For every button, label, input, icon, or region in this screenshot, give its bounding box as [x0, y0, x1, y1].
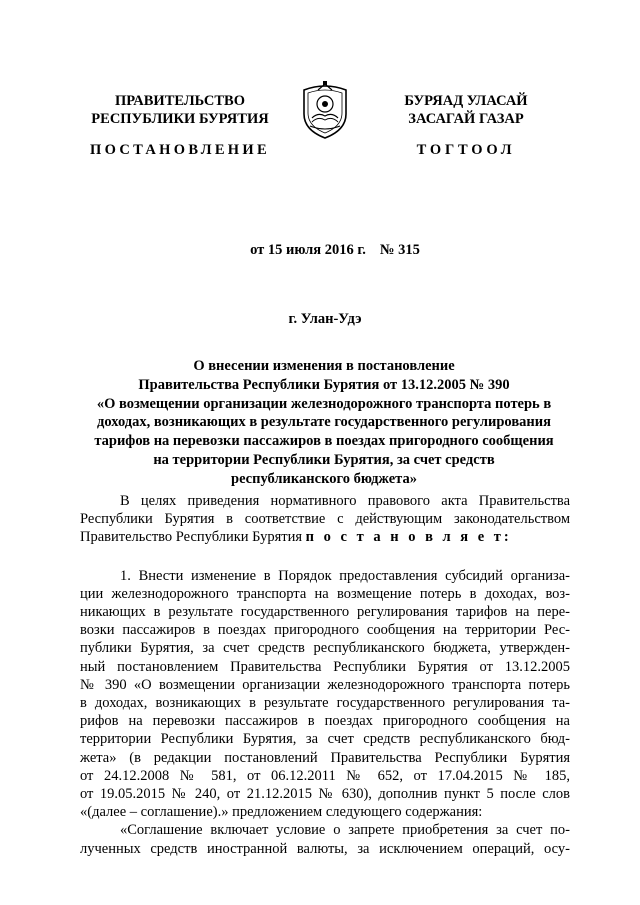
- resolves-keyword: п о с т а н о в л я е т:: [305, 529, 512, 546]
- item-1-line: никающих в результате государственного регулирования тарифов на пере-: [80, 604, 570, 621]
- header-left-line2: РЕСПУБЛИКИ БУРЯТИЯ: [91, 111, 269, 127]
- item-1-line: от 19.05.2015 № 240, от 21.12.2015 № 630), дополнив пункт 5 после слов: [80, 786, 570, 803]
- quote-line: лученных средств иностранной валюты, за исключением операций, осу-: [80, 840, 570, 857]
- item-1-line: № 390 «О возмещении организации железнодорожного транспорта потерь: [80, 676, 570, 693]
- title-line: Правительства Республики Бурятия от 13.12.2005 № 390: [138, 376, 510, 393]
- item-1-line: 1. Внести изменение в Порядок предоставления субсидий организа-: [120, 567, 570, 584]
- header-left-line1: ПРАВИТЕЛЬСТВО: [115, 93, 245, 109]
- item-1-line: публики Бурятия, за счет средств республиканского бюджета, утвержден-: [80, 640, 570, 657]
- title-line: доходах, возникающих в результате государственного регулирования: [97, 414, 551, 431]
- header-right-title: ТОГТООЛ: [416, 142, 516, 158]
- document-number: № 315: [379, 242, 420, 258]
- city: г. Улан-Удэ: [288, 311, 362, 327]
- title-line: республиканского бюджета»: [231, 470, 417, 487]
- title-line: О внесении изменения в постановление: [193, 358, 455, 374]
- header-right: [366, 92, 566, 128]
- preamble-last-line: [80, 528, 570, 546]
- item-1-line: ции железнодорожного транспорта на возмещение потерь в доходах, воз-: [80, 585, 570, 602]
- preamble-last-text: Правительство Республики Бурятия: [80, 529, 306, 546]
- quote-paragraph: [80, 821, 570, 857]
- item-1-paragraph: [80, 567, 570, 822]
- item-1-line: жета» (в редакции постановлений Правительства Республики Бурятия: [80, 749, 570, 766]
- date-number-line: [0, 242, 640, 259]
- document-title: [82, 357, 566, 489]
- item-1-line: ный постановлением Правительства Республики Бурятия от 13.12.2005: [80, 658, 570, 675]
- header-left-title: ПОСТАНОВЛЕНИЕ: [90, 142, 270, 158]
- header-right-line2: ЗАСАГАЙ ГАЗАР: [408, 111, 524, 127]
- item-1-line: территории Республики Бурятия, за счет средств республиканского бюд-: [80, 731, 570, 748]
- item-1-line: в доходах, возникающих в результате государственного регулирования та-: [80, 695, 570, 712]
- item-1-line: рифов на перевозки пассажиров в поездах пригородного сообщения на: [80, 713, 570, 730]
- document-body: [80, 492, 570, 858]
- preamble-line: В целях приведения нормативного правового акта Правительства: [120, 493, 570, 509]
- title-line: на территории Республики Бурятия, за счет средств: [153, 451, 495, 468]
- header-right-line1: БУРЯАД УЛАСАЙ: [404, 93, 528, 109]
- document-date: от 15 июля 2016 г.: [250, 242, 366, 258]
- coat-of-arms-emblem-icon: [298, 80, 352, 140]
- preamble-line: Республики Бурятия в соответствие с действующим законодательством: [80, 511, 570, 528]
- header-left: [80, 92, 280, 128]
- item-1-line: «(далее – соглашение).» предложением следующего содержания:: [80, 804, 483, 821]
- item-1-line: возки пассажиров в поездах пригородного сообщения на территории Рес-: [80, 622, 570, 639]
- title-line: «О возмещении организации железнодорожного транспорта потерь в: [96, 395, 552, 412]
- item-1-line: от 24.12.2008 № 581, от 06.12.2011 № 652, от 17.04.2015 № 185,: [80, 767, 570, 784]
- title-line: тарифов на перевозки пассажиров в поездах пригородного сообщения: [94, 433, 554, 450]
- quote-line: «Соглашение включает условие о запрете приобретения за счет по-: [120, 822, 570, 839]
- preamble-paragraph: [80, 492, 570, 547]
